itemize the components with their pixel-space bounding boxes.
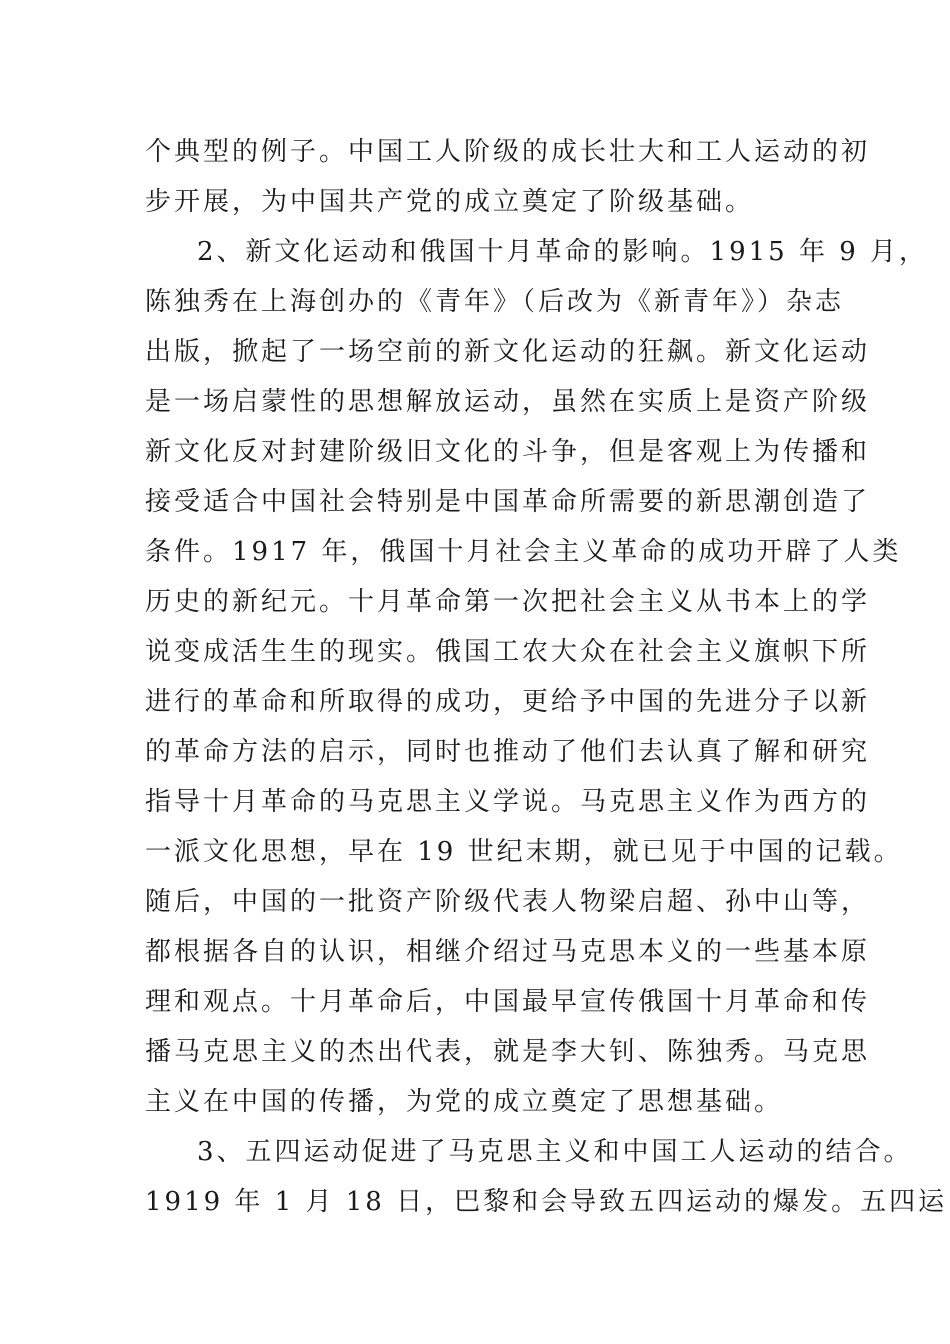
text-line: 新文化反对封建阶级旧文化的斗争，但是客观上为传播和	[145, 437, 871, 467]
text-line: 步开展，为中国共产党的成立奠定了阶级基础。	[145, 187, 755, 217]
text-line: 陈独秀在上海创办的《青年》（后改为《新青年》）杂志	[145, 287, 845, 317]
text-line: 出版，掀起了一场空前的新文化运动的狂飙。新文化运动	[145, 337, 871, 367]
text-line: 说变成活生生的现实。俄国工农大众在社会主义旗帜下所	[145, 637, 871, 667]
text-line: 接受适合中国社会特别是中国革命所需要的新思潮创造了	[145, 487, 871, 517]
text-line: 指导十月革命的马克思主义学说。马克思主义作为西方的	[145, 787, 871, 817]
text-line: 随后，中国的一批资产阶级代表人物梁启超、孙中山等，	[145, 887, 871, 917]
text-line: 条件。1917 年，俄国十月社会主义革命的成功开辟了人类	[145, 537, 902, 567]
text-line: 理和观点。十月革命后，中国最早宣传俄国十月革命和传	[145, 987, 871, 1017]
text-line: 都根据各自的认识，相继介绍过马克思本义的一些基本原	[145, 937, 871, 967]
text-line: 一派文化思想，早在 19 世纪末期，就已见于中国的记载。	[145, 837, 903, 867]
text-line: 个典型的例子。中国工人阶级的成长壮大和工人运动的初	[145, 137, 871, 167]
paragraph-start-line: 3、五四运动促进了马克思主义和中国工人运动的结合。	[197, 1137, 913, 1167]
text-line: 1919 年 1 月 18 日，巴黎和会导致五四运动的爆发。五四运	[145, 1187, 948, 1217]
text-line: 历史的新纪元。十月革命第一次把社会主义从书本上的学	[145, 587, 871, 617]
text-line: 的革命方法的启示，同时也推动了他们去认真了解和研究	[145, 737, 871, 767]
text-line: 进行的革命和所取得的成功，更给予中国的先进分子以新	[145, 687, 871, 717]
text-line: 是一场启蒙性的思想解放运动，虽然在实质上是资产阶级	[145, 387, 871, 417]
text-line: 播马克思主义的杰出代表，就是李大钊、陈独秀。马克思	[145, 1037, 871, 1067]
paragraph-start-line: 2、新文化运动和俄国十月革命的影响。1915 年 9 月，	[197, 237, 929, 267]
text-line: 主义在中国的传播，为党的成立奠定了思想基础。	[145, 1087, 784, 1117]
